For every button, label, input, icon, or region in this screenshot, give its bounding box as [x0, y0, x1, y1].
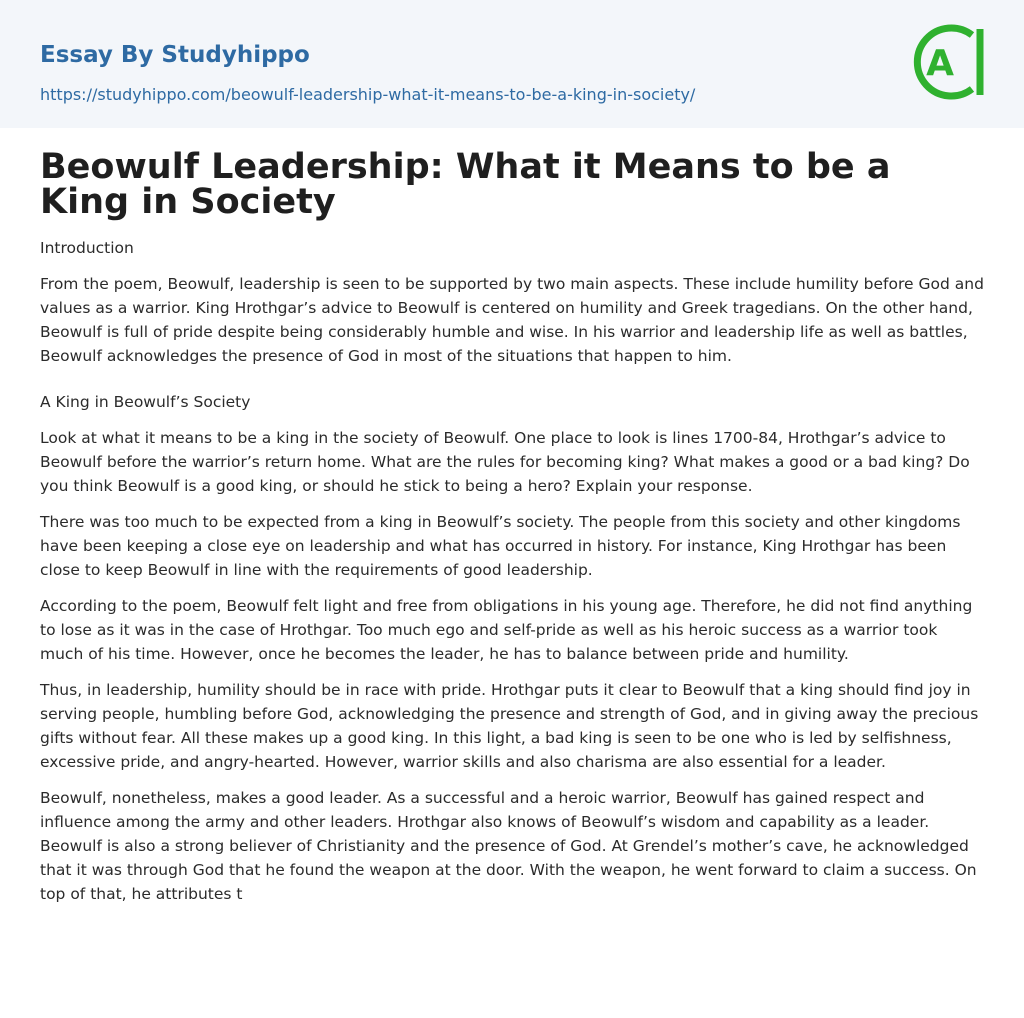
site-brand[interactable]: Essay By Studyhippo: [40, 42, 310, 68]
section-heading: A King in Beowulf’s Society: [40, 393, 251, 411]
essay-paragraph: Thus, in leadership, humility should be in race with pride. Hrothgar puts it clear to Beowulf that a king should find joy in serving people, humbling before God, acknowledging the presence and strength of God, and in giving away the precious gifts without fear. All these makes up a good king. In this light, a bad king is seen to be one who is led by selfishness, excessive pride, and angry-hearted. However, warrior skills and also charisma are also essential for a leader.: [40, 681, 979, 771]
essay-url-link[interactable]: https://studyhippo.com/beowulf-leadership-what-it-means-to-be-a-king-in-society/: [40, 85, 696, 104]
logo-letter: A: [926, 43, 954, 84]
intro-paragraph: From the poem, Beowulf, leadership is seen to be supported by two main aspects. These include humility before God and values as a warrior. King Hrothgar’s advice to Beowulf is centered on humility and Greek tragedians. On the other hand, Beowulf is full of pride despite being considerably humble and wise. In his warrior and leadership life as well as battles, Beowulf acknowledges the presence of God in most of the situations that happen to him.: [40, 275, 984, 365]
essay-content: [0, 147, 1024, 906]
essay-paragraph: Look at what it means to be a king in the society of Beowulf. One place to look is lines 1700-84, Hrothgar’s advice to Beowulf before the warrior’s return home. What are the rules for becoming king? What makes a good or a bad king? Do you think Beowulf is a good king, or should he stick to being a hero? Explain your response.: [40, 429, 970, 495]
essay-paragraph: Beowulf, nonetheless, makes a good leader. As a successful and a heroic warrior, Beowulf has gained respect and influence among the army and other leaders. Hrothgar also knows of Beowulf’s wisdom and capability as a leader. Beowulf is also a strong believer of Christianity and the presence of God. At Grendel’s mother’s cave, he acknowledged that it was through God that he found the weapon at the door. With the weapon, he went forward to claim a success. On top of that, he attributes t: [40, 789, 977, 903]
intro-heading: Introduction: [40, 239, 134, 257]
site-header: [0, 0, 1024, 128]
essay-paragraph: According to the poem, Beowulf felt light and free from obligations in his young age. Therefore, he did not find anything to lose as it was in the case of Hrothgar. Too much ego and self-pride as well as his heroic success as a warrior took much of his time. However, once he becomes the leader, he has to balance between pride and humility.: [40, 597, 973, 663]
essay-title: Beowulf Leadership: What it Means to be a King in Society: [40, 147, 891, 222]
essay-paragraph: There was too much to be expected from a king in Beowulf’s society. The people from this society and other kingdoms have been keeping a close eye on leadership and what has occurred in history. For instance, King Hrothgar has been close to keep Beowulf in line with the requirements of good leadership.: [40, 513, 961, 579]
studyhippo-logo-icon[interactable]: [912, 19, 988, 105]
